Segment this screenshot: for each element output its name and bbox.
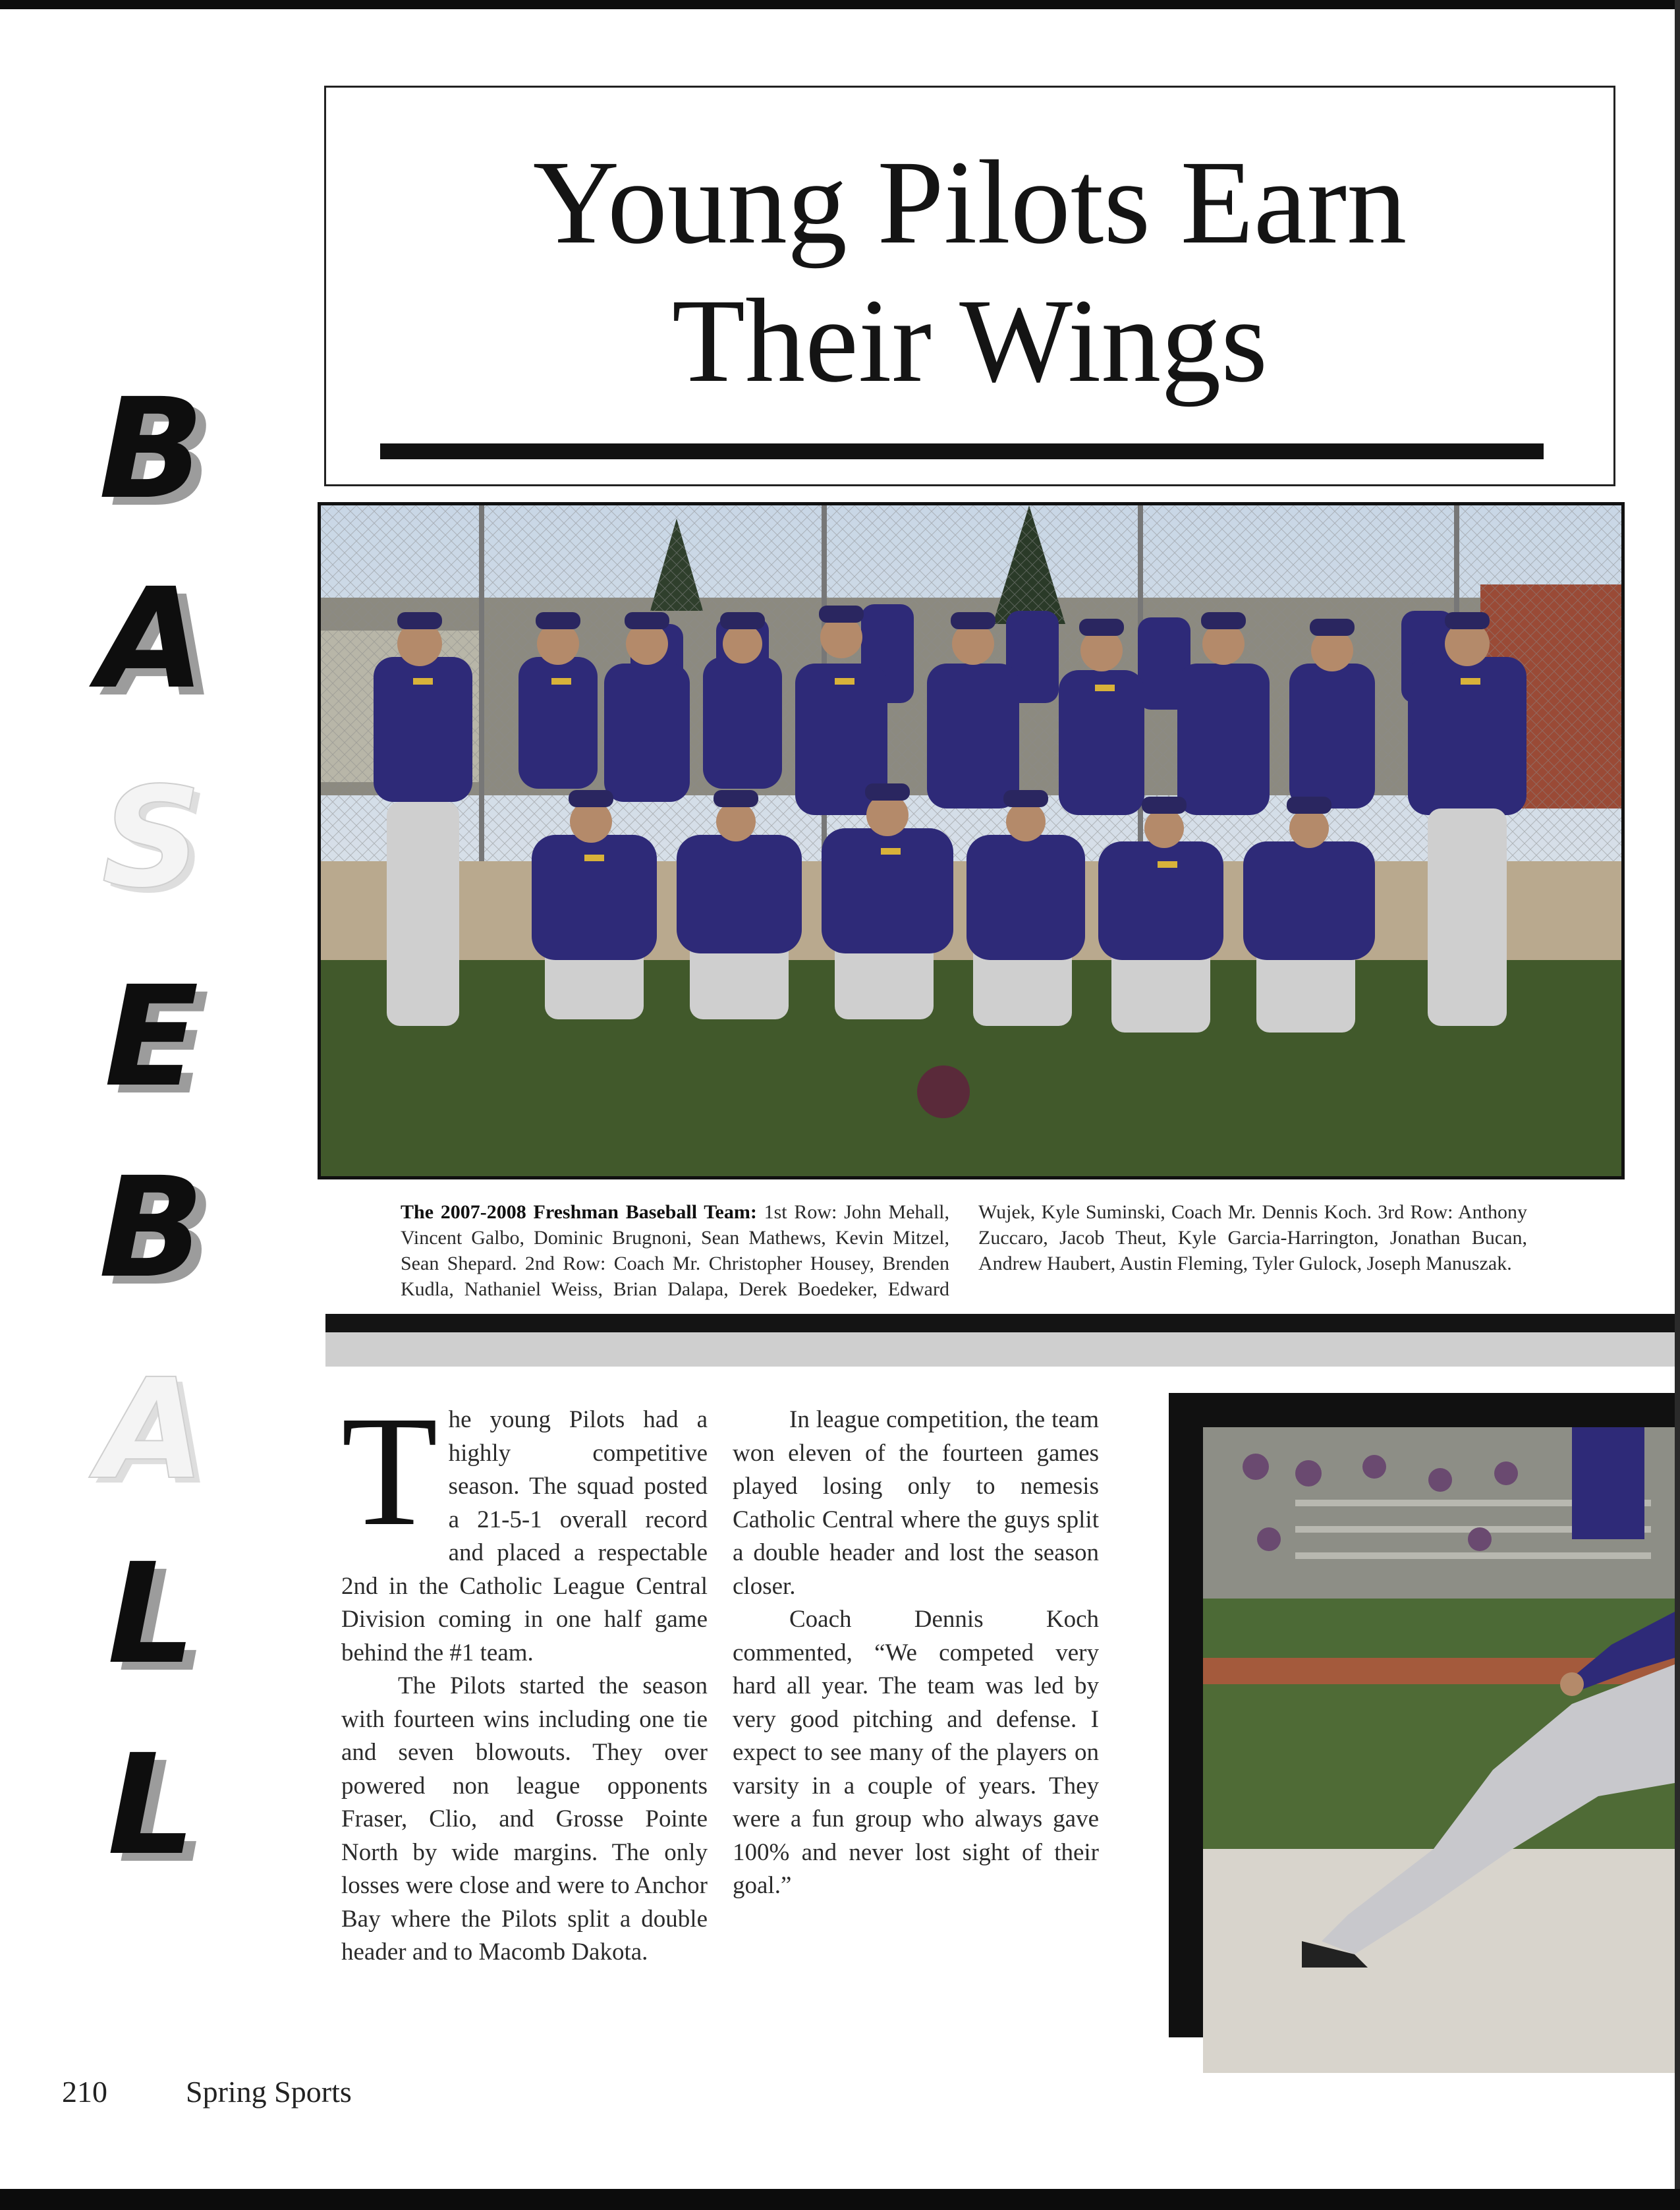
vertical-letter-3: S: [101, 757, 202, 919]
title-line-1: Young Pilots Earn: [532, 136, 1407, 269]
page-bottom-border: [0, 2189, 1680, 2210]
team-photo-caption: [401, 1199, 1527, 1302]
title-underline: [380, 443, 1544, 459]
title-box: [324, 86, 1615, 486]
vertical-letter-2: A: [98, 558, 206, 720]
vertical-letter-4: E: [104, 956, 199, 1118]
title-line-2: Their Wings: [671, 275, 1268, 407]
action-photo: [1203, 1427, 1675, 2073]
vertical-letter-1: B: [98, 368, 205, 530]
action-photo-illustration: [1203, 1427, 1675, 2073]
vertical-letter-8: L: [107, 1724, 196, 1886]
article-paragraph-2: The Pilots started the season with fourteen wins including one tie and seven blowouts. They over powered non league opponents Fraser, Clio, and Grosse Pointe North by wide margins. The only losses were close and were to Anchor Bay where the Pilots split a double header and to Macomb Dakota.: [341, 1672, 708, 1966]
caption-text: 1st Row: John Mehall, Vincent Galbo, Dominic Brugnoni, Sean Mathews, Kevin Mitzel, Sean Shepard. 2nd Row: Coach Mr. Christopher Housey, Brenden Kudla, Nathaniel Weiss, Brian Dalapa, Derek Boedeker, Edward Wujek, Kyle Suminski, Coach Mr. Dennis Koch. 3rd Row: Anthony Zuccaro, Jacob Theut, Kyle Garcia-Harrington, Jonathan Bucan, Andrew Haubert, Austin Fleming, Tyler Gulock, Joseph Manuszak.: [401, 1201, 1527, 1300]
team-photo-illustration: [321, 505, 1621, 1176]
vertical-letter-5: B: [98, 1147, 205, 1309]
article-column-2: [733, 1403, 1099, 1903]
drop-cap: T: [341, 1383, 438, 1558]
section-divider-shadow: [325, 1332, 1675, 1367]
caption-lead: The 2007-2008 Freshman Baseball Team:: [401, 1201, 757, 1223]
article-paragraph-3: In league competition, the team won eleven of the fourteen games played losing only to nemesis Catholic Central where the guys split a double header and lost the season closer.: [733, 1406, 1099, 1600]
vertical-letter-7: L: [107, 1533, 196, 1695]
team-photo: [318, 502, 1625, 1179]
vertical-letter-6: A: [98, 1349, 206, 1510]
article-paragraph-1: he young Pilots had a highly competitive season. The squad posted a 21-5-1 overall record and placed a respectable 2nd in the Catholic League Central Division coming in one half game behind the #1 team.: [341, 1406, 708, 1666]
section-divider: [325, 1314, 1675, 1332]
page-title: [326, 134, 1613, 411]
article-paragraph-4: Coach Dennis Koch commented, “We competed very hard all year. The team was led by very good pitching and defense. I expect to see many of the players on varsity in a couple of years. They were a fun group who always gave 100% and never lost sight of their goal.”: [733, 1606, 1099, 1899]
page-right-border: [1675, 0, 1680, 2210]
article-column-1: [341, 1383, 708, 1969]
page-top-border: [0, 0, 1680, 9]
page-number: 210: [62, 2075, 107, 2109]
section-name: Spring Sports: [186, 2075, 352, 2109]
